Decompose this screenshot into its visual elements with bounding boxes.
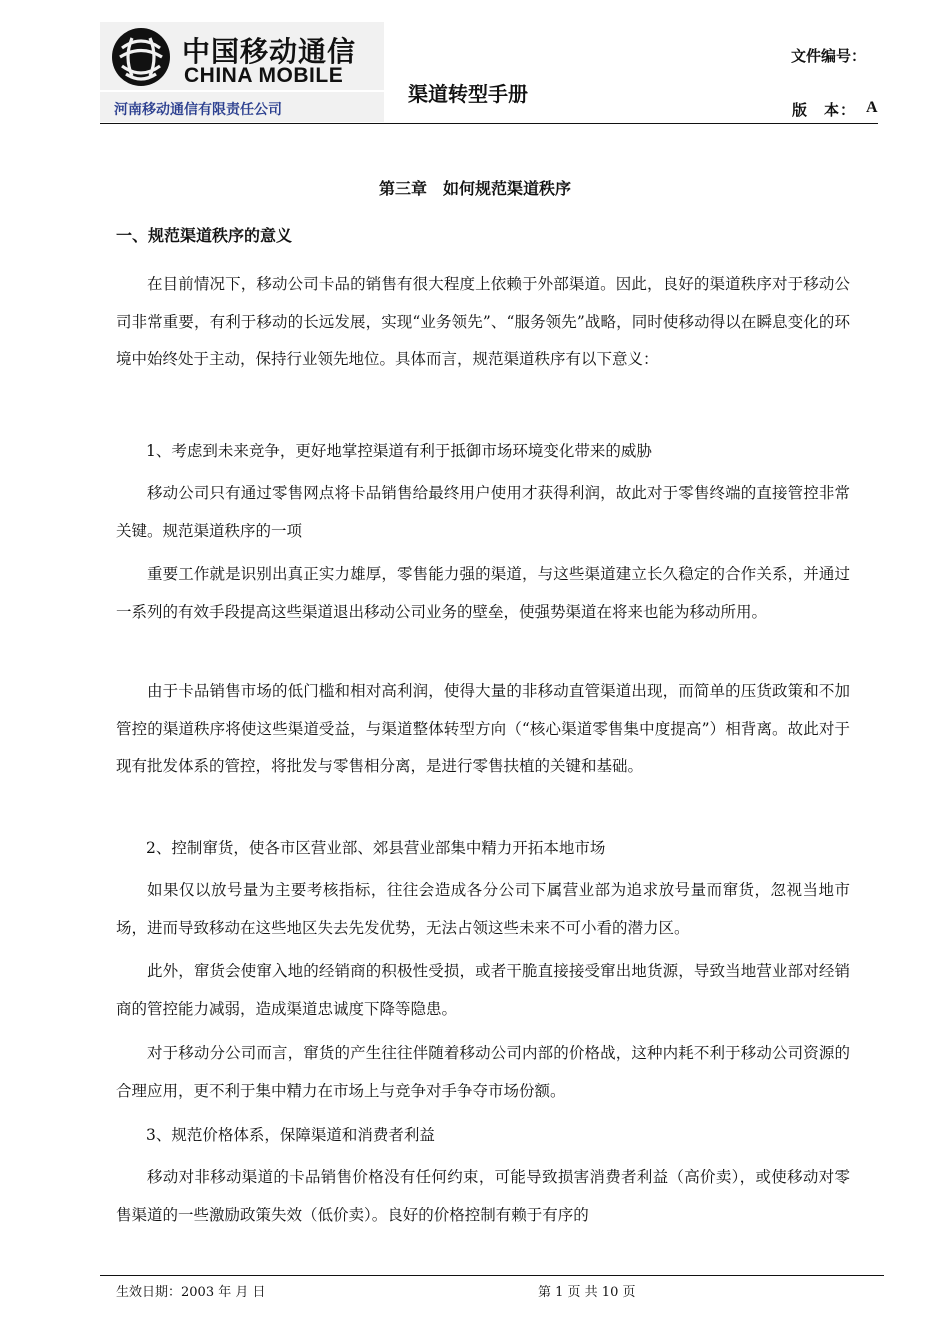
paragraph: 重要工作就是识别出真正实力雄厚，零售能力强的渠道，与这些渠道建立长久稳定的合作关系，并通过一系列的有效手段提高这些渠道退出移动公司业务的壁垒，使强势渠道在将来也能为移动所用。 — [116, 565, 850, 621]
effective-date: 生效日期：2003 年 月 日 — [116, 1285, 266, 1300]
version-value: A — [866, 99, 878, 116]
china-mobile-logo-icon — [110, 26, 172, 88]
footer-divider — [100, 1275, 884, 1276]
version-label: 版 本： — [792, 101, 857, 119]
paragraph: 如果仅以放号量为主要考核指标，往往会造成各分公司下属营业部为追求放号量而窜货，忽视当地市场，进而导致移动在这些地区失去先发优势，无法占领这些未来不可小看的潜力区。 — [116, 881, 850, 937]
paragraph: 对于移动分公司而言，窜货的产生往往伴随着移动公司内部的价格战，这种内耗不利于移动公司资源的合理应用，更不利于集中精力在市场上与竞争对手争夺市场份额。 — [116, 1044, 850, 1100]
paragraph: 由于卡品销售市场的低门槛和相对高利润，使得大量的非移动直管渠道出现，而简单的压货政策和不加管控的渠道秩序将使这些渠道受益，与渠道整体转型方向（“核心渠道零售集中度提高”）相背离。故此对于现有批发体系的管控，将批发与零售相分离，是进行零售扶植的关键和基础。 — [116, 682, 850, 775]
logo-chinese-text: 中国移动通信 — [182, 35, 357, 68]
logo-english-text: CHINA MOBILE — [184, 64, 344, 87]
company-block — [100, 92, 384, 122]
section-title: 一、规范渠道秩序的意义 — [116, 226, 293, 245]
file-number-label: 文件编号： — [790, 47, 866, 65]
logo-block — [100, 22, 384, 90]
header-divider — [100, 123, 878, 124]
point-heading: 3、规范价格体系，保障渠道和消费者利益 — [146, 1126, 435, 1144]
paragraph: 此外，窜货会使窜入地的经销商的积极性受损，或者干脆直接接受窜出地货源，导致当地营业部对经销商的管控能力减弱，造成渠道忠诚度下降等隐患。 — [116, 962, 850, 1018]
paragraph: 移动对非移动渠道的卡品销售价格没有任何约束，可能导致损害消费者利益（高价卖），或使移动对零售渠道的一些激励政策失效（低价卖）。良好的价格控制有赖于有序的 — [116, 1168, 850, 1224]
page-number: 第 1 页 共 10 页 — [538, 1285, 636, 1300]
point-heading: 1、考虑到未来竞争，更好地掌控渠道有利于抵御市场环境变化带来的威胁 — [146, 442, 652, 460]
document-title: 渠道转型手册 — [408, 82, 528, 106]
chapter-title: 第三章 如何规范渠道秩序 — [378, 179, 571, 198]
paragraph: 移动公司只有通过零售网点将卡品销售给最终用户使用才获得利润，故此对于零售终端的直接管控非常关键。规范渠道秩序的一项 — [116, 484, 850, 540]
point-heading: 2、控制窜货，使各市区营业部、郊县营业部集中精力开拓本地市场 — [146, 839, 606, 857]
company-name: 河南移动通信有限责任公司 — [114, 102, 282, 118]
paragraph: 在目前情况下，移动公司卡品的销售有很大程度上依赖于外部渠道。因此，良好的渠道秩序对于移动公司非常重要，有利于移动的长远发展，实现“业务领先”、“服务领先”战略，同时使移动得以在瞬息变化的环境中始终处于主动，保持行业领先地位。具体而言，规范渠道秩序有以下意义： — [116, 275, 850, 368]
